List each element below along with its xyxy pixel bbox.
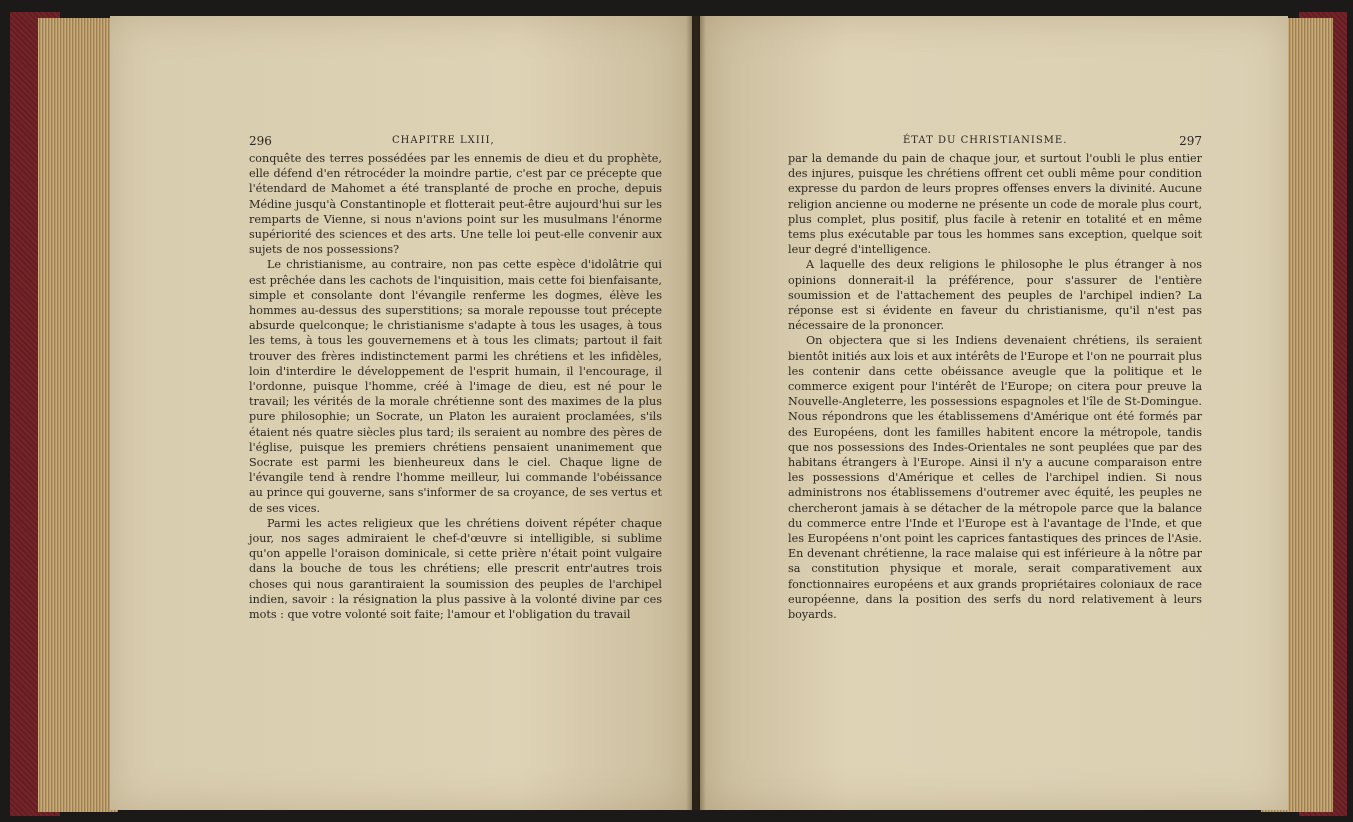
right-paragraph-1: par la demande du pain de chaque jour, et surtout l'oubli le plus entier des injures, puisque les chrétiens offrent cet oubli même pour condition expresse du pardon de leurs propres offenses envers la divinité. Aucune religion ancienne ou moderne ne présente un code de morale plus court, plus complet, plus positif, plus facile à retenir en totalité et en même tems plus exécutable par tous les hommes sans exception, quelque soit leur degré d'intelligence. <box>788 152 1203 257</box>
left-page-number: 296 <box>249 134 272 148</box>
left-paragraph-3: Parmi les actes religieux que les chrétiens doivent répéter chaque jour, nos sages admiraient le chef-d'œuvre si intelligible, si sublime qu'on appelle l'oraison dominicale, si cette prière n'était point vulgaire dans la bouche de tous les chrétiens; elle prescrit entr'autres trois choses qui nous garantiraient la soumission des peuples de l'archipel indien, savoir : la résignation la plus passive à la volonté divine par ces mots : que votre volonté soit faite; l'amour et l'obligation du travail <box>249 516 662 622</box>
page-edges-left <box>38 18 118 812</box>
right-page-number: 297 <box>1179 134 1202 148</box>
left-paragraph-2: Le christianisme, au contraire, non pas cette espèce d'idolâtrie qui est prêchée dans les cachots de l'inquisition, mais cette foi bienfaisante, simple et consolante dont l'évangile renferme les dogmes, élève les hommes au-dessus des superstitions; sa morale repousse tout précepte absurde quelconque; le christianisme s'adapte à tous les usages, à tous les tems, à tous les gouvernemens et à tous les climats; partout il fait trouver des frères indistinctement parmi les chrétiens et les infidèles, loin d'interdire le développement de l'esprit humain, il l'encourage, il l'ordonne, puisque l'homme, créé à l'image de dieu, est né pour le travail; les vérités de la morale chrétienne sont des maximes de la plus pure philosophie; un Socrate, un Platon les auraient proclamées, s'ils étaient nés quatre siècles plus tard; ils seraient au nombre des pères de l'église, puisque les premiers chrétiens pensaient unanimement que Socrate est parmi les bienheureux dans le ciel. Chaque ligne de l'évangile tend à rendre l'homme meilleur, lui commande l'obéissance au prince qui gouverne, sans s'informer de sa croyance, de ses vertus et de ses vices. <box>249 258 662 515</box>
left-page-header <box>249 135 661 149</box>
right-page-header <box>788 135 1202 149</box>
left-page-text <box>249 151 662 622</box>
left-running-head: CHAPITRE LXIII, <box>392 135 495 146</box>
right-paragraph-2: A laquelle des deux religions le philosophe le plus étranger à nos opinions donnerait-il la préférence, pour s'assurer de l'entière soumission et de l'attachement des peuples de l'archipel indien? La réponse est si évidente en faveur du christianisme, qu'il n'est pas nécessaire de la prononcer. <box>788 258 1202 333</box>
right-running-head: ÉTAT DU CHRISTIANISME. <box>903 135 1068 146</box>
right-paragraph-3: On objectera que si les Indiens devenaient chrétiens, ils seraient bientôt initiés aux lois et aux intérêts de l'Europe et l'on ne pourrait plus les contenir dans cette obéissance aveugle que la politique et le commerce exigent pour l'intérêt de l'Europe; on citera pour preuve la Nouvelle-Angleterre, les possessions espagnoles et l'île de St-Domingue. Nous répondrons que les établissemens d'Amérique ont été formés par des Européens, dont les familles habitent encore la métropole, tandis que nos possessions des Indes-Orientales ne sont peuplées que par des habitans étrangers à l'Europe. Ainsi il n'y a aucune comparaison entre les possessions d'Amérique et celles de l'archipel indien. Si nous administrons nos établissemens d'outremer avec équité, les peuples ne chercheront jamais à se détacher de la métropole parce que la balance du commerce entre l'Inde et l'Europe est à l'avantage de l'Inde, et que les Européens n'ont point les caprices fantastiques des princes de l'Asie. En devenant chrétienne, la race malaise qui est inférieure à la nôtre par sa constitution physique et morale, serait comparativement aux fonctionnaires européens et aux grands propriétaires coloniaux de race européenne, dans la position des serfs du nord relativement à leurs boyards. <box>788 334 1202 622</box>
book-gutter <box>686 16 706 810</box>
left-paragraph-1: conquête des terres possédées par les ennemis de dieu et du prophète, elle défend d'en rétrocéder la moindre partie, c'est par ce précepte que l'étendard de Mahomet a été transplanté de proche en proche, depuis Médine jusqu'à Constantinople et flotterait peut-être aujourd'hui sur les remparts de Vienne, si nous n'avions point sur les musulmans l'énorme supériorité des sciences et des arts. Une telle loi peut-elle convenir aux sujets de nos possessions? <box>249 152 662 257</box>
right-page-text <box>788 151 1202 622</box>
